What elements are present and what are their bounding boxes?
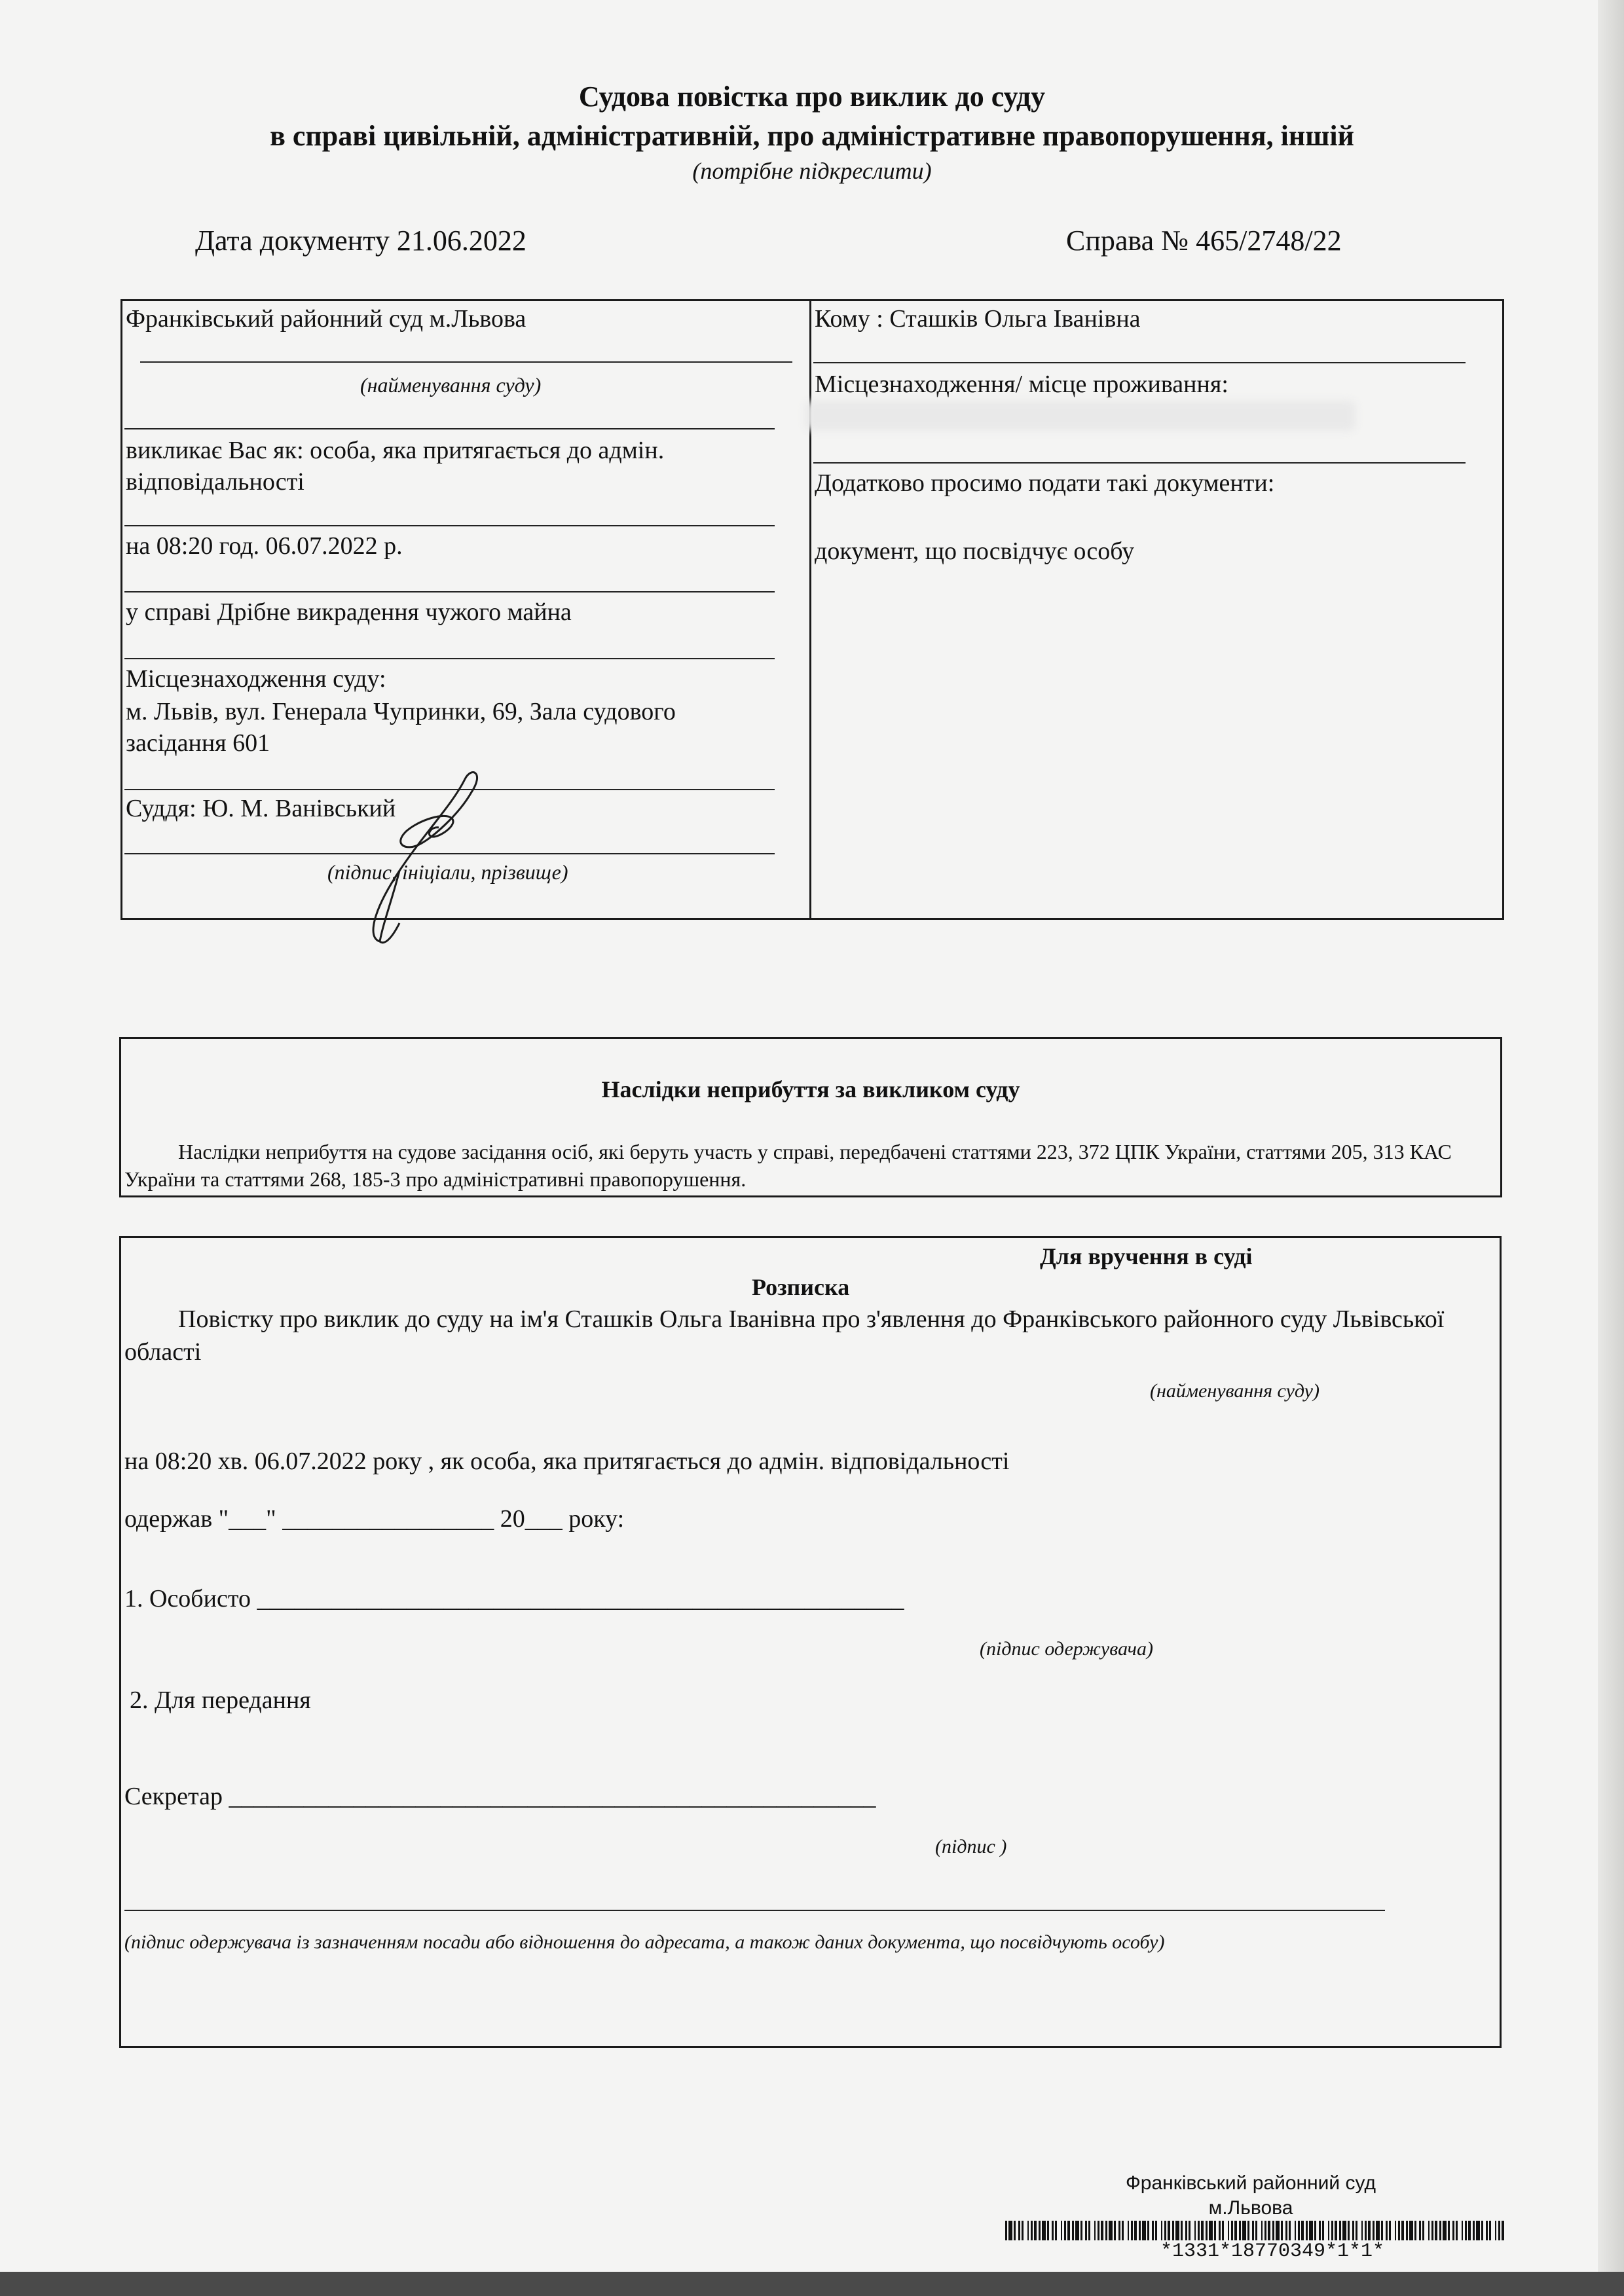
barcode-bar: [1052, 2221, 1054, 2240]
barcode-bar: [1114, 2221, 1116, 2240]
barcode-bar: [1306, 2221, 1308, 2240]
barcode-bar: [1352, 2221, 1354, 2240]
court-caption: (найменування суду): [360, 373, 542, 397]
barcode-bar: [1109, 2221, 1113, 2240]
barcode-bar: [1201, 2221, 1204, 2240]
barcode-bar: [1481, 2221, 1483, 2240]
receipt-title: Розписка: [752, 1274, 850, 1300]
barcode-bar: [1356, 2221, 1357, 2240]
receipt-time: на 08:20 хв. 06.07.2022 року , як особа, яка притягається до адмін. відповідальності: [124, 1448, 1010, 1475]
barcode-bar: [1067, 2221, 1070, 2240]
barcode-bar: [1105, 2221, 1107, 2240]
summons-role: викликає Вас як: особа, яка притягається до адмін. відповідальності: [126, 437, 665, 496]
barcode-bar: [1395, 2221, 1396, 2240]
delivery-note: Для вручення в суді: [1040, 1243, 1253, 1269]
barcode-bar: [1214, 2221, 1216, 2240]
title-line-2: в справі цивільній, адміністративній, про адміністративне правопорушення, іншій: [270, 120, 1354, 152]
barcode-bar: [1080, 2221, 1082, 2240]
barcode-bar: [1342, 2221, 1346, 2240]
barcode-bar: [1468, 2221, 1471, 2240]
barcode-bar: [1473, 2221, 1475, 2240]
barcode-bar: [1319, 2221, 1321, 2240]
barcode-bar: [1419, 2221, 1421, 2240]
barcode-bar: [1222, 2221, 1224, 2240]
barcode-text: *1331*18770349*1*1*: [1160, 2240, 1385, 2263]
barcode-bar: [1189, 2221, 1190, 2240]
barcode-bar: [1401, 2221, 1404, 2240]
barcode-bar: [1061, 2221, 1062, 2240]
extra-docs-value: документ, що посвідчує особу: [815, 538, 1135, 565]
barcode-bar: [1242, 2221, 1246, 2240]
barcode-bar: [1164, 2221, 1166, 2240]
barcode-bar: [1381, 2221, 1383, 2240]
barcode-bar: [1431, 2221, 1433, 2240]
barcode-bar: [1406, 2221, 1408, 2240]
rule: [124, 591, 775, 592]
barcode-bar: [1348, 2221, 1350, 2240]
court-name: Франківський районний суд м.Львова: [126, 305, 526, 333]
barcode-bar: [1489, 2221, 1491, 2240]
barcode-bar: [1147, 2221, 1149, 2240]
barcode-bar: [1142, 2221, 1146, 2240]
barcode-bar: [1272, 2221, 1274, 2240]
barcode-bar: [1134, 2221, 1137, 2240]
barcode-bar: [1042, 2221, 1046, 2240]
barcode-bar: [1409, 2221, 1413, 2240]
residence-label: Місцезнаходження/ місце проживання:: [815, 371, 1228, 398]
barcode-bar: [1122, 2221, 1124, 2240]
barcode-bar: [1027, 2221, 1029, 2240]
barcode-bar: [1422, 2221, 1424, 2240]
barcode-bar: [1085, 2221, 1087, 2240]
table-divider: [809, 299, 811, 920]
case-number: Справа № 465/2748/22: [1066, 225, 1342, 257]
court-location-label: Місцезнаходження суду:: [126, 665, 386, 693]
hearing-time: на 08:20 год. 06.07.2022 р.: [126, 532, 403, 560]
receipt-court-caption: (найменування суду): [1150, 1380, 1320, 1402]
barcode-bar: [1209, 2221, 1213, 2240]
barcode-bar: [1281, 2221, 1283, 2240]
barcode-bar: [1486, 2221, 1488, 2240]
recipient-note: (підпис одержувача із зазначенням посади або відношення до адресата, а також даних документа, що посвідчують особу): [124, 1931, 1165, 1953]
barcode-bar: [1368, 2221, 1371, 2240]
barcode-bar: [1261, 2221, 1263, 2240]
title-line-1: Судова повістка про виклик до суду: [578, 81, 1046, 113]
barcode-bar: [1206, 2221, 1208, 2240]
barcode-bar: [1228, 2221, 1229, 2240]
scan-bottom-edge: [0, 2272, 1624, 2296]
barcode-bar: [1301, 2221, 1304, 2240]
recipient-name: Кому : Сташків Ольга Іванівна: [815, 305, 1141, 333]
barcode-bar: [1295, 2221, 1296, 2240]
rule: [124, 658, 775, 659]
signature-caption: (підпис, ініціали, прізвище): [327, 860, 568, 884]
barcode-bar: [1231, 2221, 1233, 2240]
barcode-bar: [1118, 2221, 1120, 2240]
barcode-bar: [1152, 2221, 1154, 2240]
barcode-bar: [1185, 2221, 1187, 2240]
barcode-bar: [1339, 2221, 1341, 2240]
barcode-bar: [1014, 2221, 1016, 2240]
barcode-bar: [1502, 2221, 1504, 2240]
barcode-bar: [1101, 2221, 1103, 2240]
barcode-bar: [1072, 2221, 1074, 2240]
barcode-bar: [1172, 2221, 1174, 2240]
consequences-title: Наслідки неприбуття за викликом суду: [601, 1076, 1020, 1102]
barcode-bar: [1335, 2221, 1337, 2240]
barcode-bar: [1289, 2221, 1291, 2240]
barcode-bar: [1322, 2221, 1324, 2240]
barcode-bar: [1264, 2221, 1266, 2240]
rule: [124, 428, 775, 429]
barcode-bar: [1331, 2221, 1333, 2240]
personally-line: 1. Особисто ____________________________________________________: [124, 1585, 904, 1613]
barcode-bar: [1452, 2221, 1454, 2240]
barcode-bar: [1064, 2221, 1066, 2240]
barcode-bar: [1462, 2221, 1463, 2240]
barcode-bar: [1128, 2221, 1129, 2240]
barcode-bar: [1234, 2221, 1237, 2240]
barcode-bar: [1435, 2221, 1437, 2240]
barcode-bar: [1498, 2221, 1500, 2240]
barcode-bar: [1414, 2221, 1416, 2240]
rule: [813, 362, 1466, 363]
barcode-bar: [1247, 2221, 1249, 2240]
redacted-address: [805, 401, 1356, 431]
barcode-bar: [1255, 2221, 1257, 2240]
barcode-bar: [1376, 2221, 1380, 2240]
barcode-bar: [1175, 2221, 1179, 2240]
barcode-bar: [1476, 2221, 1480, 2240]
barcode-bar: [1465, 2221, 1467, 2240]
document-date: Дата документу 21.06.2022: [195, 225, 526, 257]
recipient-signature-caption: (підпис одержувача): [980, 1638, 1153, 1660]
barcode: [1005, 2221, 1504, 2240]
barcode-bar: [1098, 2221, 1099, 2240]
court-location-address: м. Львів, вул. Генерала Чупринки, 69, Зала судового засідання 601: [126, 698, 676, 757]
case-subject: у справі Дрібне викрадення чужого майна: [126, 598, 572, 626]
barcode-bar: [1389, 2221, 1391, 2240]
judge-signature: [354, 766, 524, 949]
barcode-bar: [1055, 2221, 1057, 2240]
barcode-bar: [1031, 2221, 1033, 2240]
barcode-bar: [1168, 2221, 1170, 2240]
barcode-bar: [1155, 2221, 1157, 2240]
barcode-bar: [1039, 2221, 1041, 2240]
footer-court-line-2: м.Львова: [1208, 2197, 1293, 2219]
barcode-bar: [1131, 2221, 1133, 2240]
barcode-bar: [1161, 2221, 1162, 2240]
barcode-bar: [1034, 2221, 1037, 2240]
barcode-bar: [1373, 2221, 1375, 2240]
rule: [813, 462, 1466, 464]
barcode-bar: [1252, 2221, 1254, 2240]
barcode-bar: [1365, 2221, 1367, 2240]
barcode-bar: [1309, 2221, 1313, 2240]
secretary-line: Секретар ____________________________________________________: [124, 1783, 876, 1810]
extra-docs-label: Додатково просимо подати такі документи:: [815, 469, 1275, 497]
barcode-bar: [1018, 2221, 1020, 2240]
barcode-bar: [1194, 2221, 1196, 2240]
judge-name: Суддя: Ю. М. Ванівський: [126, 795, 396, 822]
barcode-bar: [1495, 2221, 1496, 2240]
barcode-bar: [1008, 2221, 1012, 2240]
barcode-bar: [1386, 2221, 1388, 2240]
barcode-bar: [1443, 2221, 1447, 2240]
barcode-bar: [1285, 2221, 1287, 2240]
subtitle: (потрібне підкреслити): [692, 158, 932, 184]
court-name-rule: [140, 361, 792, 363]
received-line: одержав "___" _________________ 20___ року:: [124, 1505, 625, 1533]
barcode-bar: [1448, 2221, 1450, 2240]
barcode-bar: [1088, 2221, 1090, 2240]
barcode-bar: [1456, 2221, 1458, 2240]
rule: [124, 525, 775, 526]
barcode-bar: [1198, 2221, 1200, 2240]
barcode-bar: [1181, 2221, 1183, 2240]
for-transfer-line: 2. Для передання: [130, 1686, 311, 1714]
footer-court-line-1: Франківський районний суд: [1125, 2172, 1376, 2194]
barcode-bar: [1314, 2221, 1316, 2240]
barcode-bar: [1328, 2221, 1329, 2240]
barcode-bar: [1428, 2221, 1430, 2240]
barcode-bar: [1075, 2221, 1079, 2240]
barcode-bar: [1022, 2221, 1024, 2240]
barcode-bar: [1398, 2221, 1400, 2240]
barcode-bar: [1139, 2221, 1141, 2240]
barcode-bar: [1276, 2221, 1280, 2240]
barcode-bar: [1219, 2221, 1221, 2240]
barcode-bar: [1239, 2221, 1241, 2240]
barcode-bar: [1268, 2221, 1270, 2240]
receipt-text: Повістку про виклик до суду на ім'я Сташків Ольга Іванівна про з'явлення до Франківського районного суду Львівської області: [124, 1305, 1445, 1366]
recipient-note-rule: [124, 1910, 1385, 1911]
consequences-text: Наслідки неприбуття на судове засідання осіб, які беруть участь у справі, передбачені статтями 223, 372 ЦПК України, статтями 205, 313 КАС України та статтями 268, 185-3 про адміністративні правопорушення.: [124, 1140, 1452, 1191]
barcode-bar: [1298, 2221, 1300, 2240]
barcode-bar: [1005, 2221, 1007, 2240]
secretary-signature-caption: (підпис ): [935, 1836, 1007, 1857]
barcode-bar: [1094, 2221, 1096, 2240]
barcode-bar: [1439, 2221, 1441, 2240]
scan-edge: [1598, 0, 1624, 2296]
barcode-bar: [1047, 2221, 1049, 2240]
barcode-bar: [1361, 2221, 1363, 2240]
